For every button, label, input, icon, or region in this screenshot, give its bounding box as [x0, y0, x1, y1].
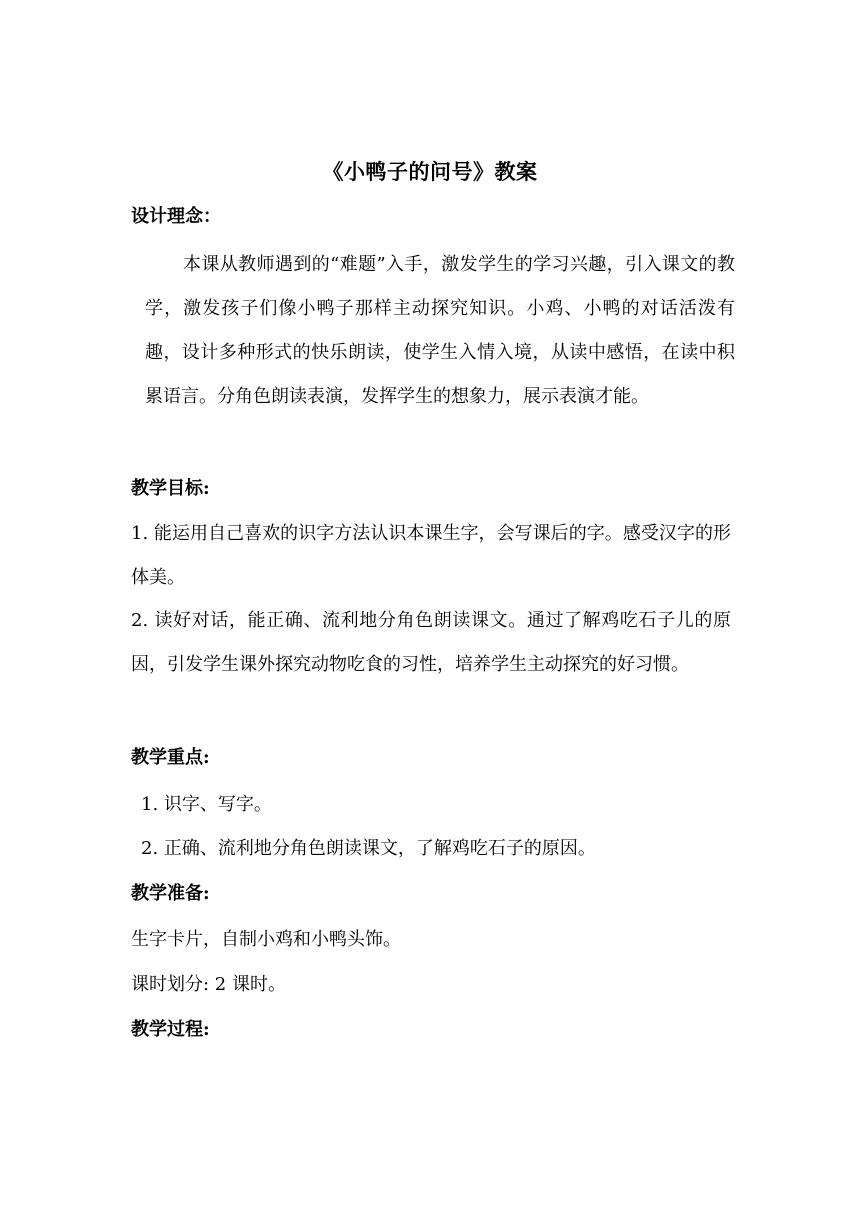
preparation-text: 生字卡片，自制小鸡和小鸭头饰。 [131, 929, 401, 950]
goals-heading: 教学目标: [131, 478, 210, 499]
schedule-text: 课时划分: 2 课时。 [131, 974, 286, 995]
key-points-heading: 教学重点: [131, 747, 210, 768]
key-point-item-2: 2. 正确、流利地分角色朗读课文，了解鸡吃石子的原因。 [141, 838, 596, 859]
key-point-item-1: 1. 识字、写字。 [141, 794, 272, 815]
design-heading: 设计理念： [131, 206, 221, 227]
process-heading: 教学过程: [131, 1019, 210, 1040]
preparation-heading: 教学准备: [131, 883, 210, 904]
design-paragraph: 本课从教师遇到的“难题”入手，激发学生的学习兴趣，引入课文的教学，激发孩子们像小鸭子那样主动探究知识。小鸡、小鸭的对话活泼有趣，设计多种形式的快乐朗读，使学生入情入境，从读中感悟，在读中积累语言。分角色朗读表演，发挥学生的想象力，展示表演才能。 [145, 254, 735, 407]
goal-item-1: 1. 能运用自己喜欢的识字方法认识本课生字，会写课后的字。感受汉字的形体美。 [131, 523, 731, 588]
document-title: 《小鸭子的问号》教案 [322, 159, 538, 184]
goal-item-2: 2. 读好对话，能正确、流利地分角色朗读课文。通过了解鸡吃石子儿的原因，引发学生课外探究动物吃食的习性，培养学生主动探究的好习惯。 [131, 610, 731, 675]
